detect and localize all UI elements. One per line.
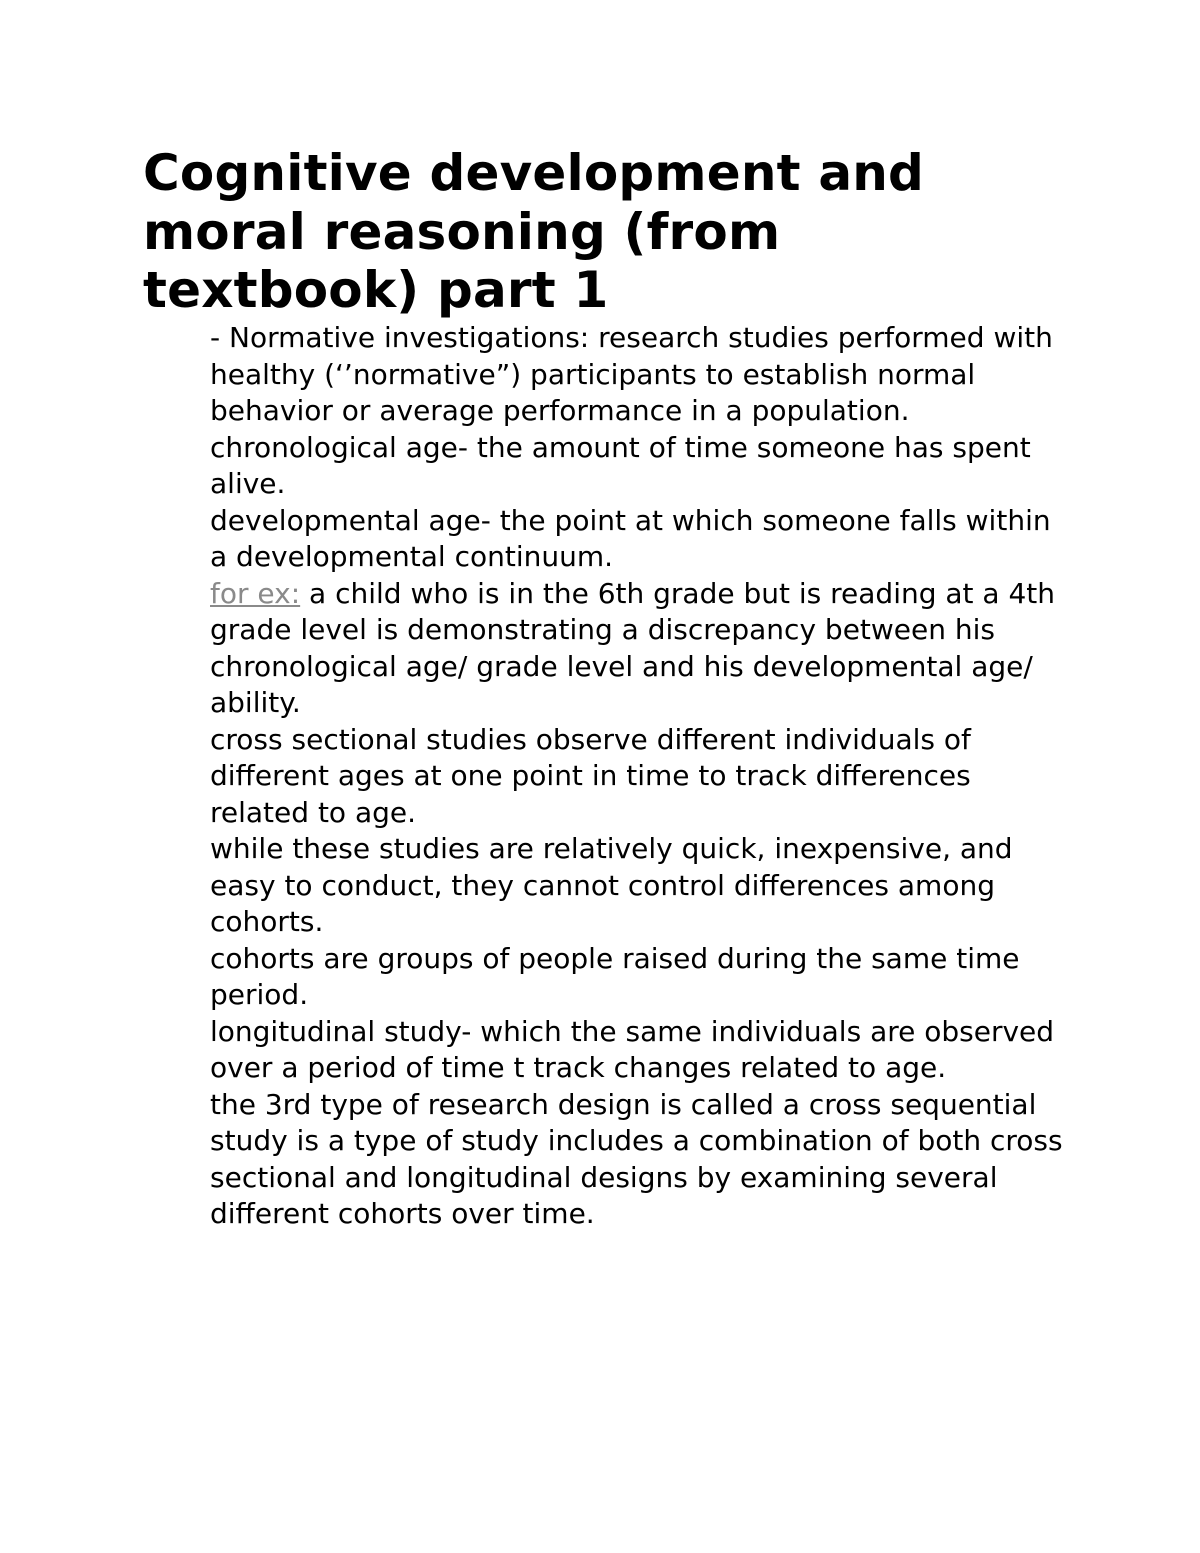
paragraph-cross-sequential: the 3rd type of research design is called a cross sequential study is a type of study includes a combination of both cross sectional and longitudinal designs by examining several different cohorts over time.	[210, 1087, 1063, 1230]
paragraph-longitudinal: longitudinal study- which the same individuals are observed over a period of time t track changes related to age.	[210, 1014, 1055, 1084]
example-link[interactable]: for ex:	[210, 576, 301, 610]
paragraph-developmental-age: developmental age- the point at which someone falls within a developmental continuum.	[210, 503, 1051, 573]
notes-body	[210, 320, 1070, 1233]
paragraph-cohorts: cohorts are groups of people raised during the same time period.	[210, 941, 1020, 1011]
paragraph-normative-investigations: - Normative investigations: research studies performed with healthy (‘’normative”) participants to establish normal behavior or average performance in a population.	[210, 321, 1053, 427]
example-text: a child who is in the 6th grade but is reading at a 4th grade level is demonstrating a discrepancy between his chronological age/ grade level and his developmental age/ ability.	[210, 576, 1056, 719]
paragraph-example	[210, 576, 1070, 722]
paragraph-chronological-age: chronological age- the amount of time someone has spent alive.	[210, 430, 1031, 500]
paragraph-cross-sectional-limits: while these studies are relatively quick, inexpensive, and easy to conduct, they cannot control differences among cohorts.	[210, 832, 1013, 938]
page-title: Cognitive development and moral reasoning (from textbook) part 1	[143, 144, 925, 319]
paragraph-cross-sectional: cross sectional studies observe different individuals of different ages at one point in time to track differences related to age.	[210, 722, 971, 829]
